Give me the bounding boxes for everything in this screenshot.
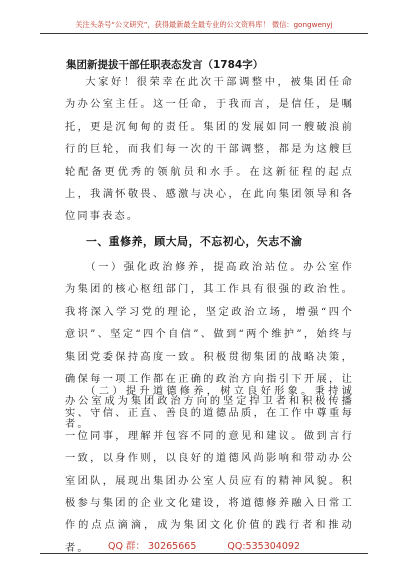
paragraph-intro: 大家好！很荣幸在此次干部调整中，被集团任命为办公室主任。这一任命，于我而言，是信任，是嘱托，更是沉甸甸的责任。集团的发展如同一艘破浪前行的巨轮，而我们每一次的干部调整，都是为这艘巨轮配备更优秀的领航员和水手。在这新征程的起点上，我满怀敬畏、感激与决心，在此向集团领导和各位同事表态。 [65, 77, 354, 223]
document-title: 集团新提拔干部任职表态发言（1784字） [66, 59, 264, 71]
page-footer [0, 538, 408, 552]
header-divider [40, 33, 368, 34]
page-header: 关注头条号“公文研究”，获得最新最全最专业的公文资料库！ 微信：gongwenyj [75, 20, 333, 29]
footer-qq-number: QQ:535304092 [227, 541, 300, 552]
paragraph-political: （一）强化政治修养，提高政治站位。办公室作为集团的核心枢纽部门，其工作具有很强的政治性。我将深入学习党的理论，坚定政治立场，增强“四个意识”、坚定“四个自信”、做到“两个维护”，始终与集团党委保持高度一致。积极贯彻集团的战略决策，确保每一项工作都在正确的政治方向指引下开展，让办公室成为集团政治方向的坚定捍卫者和积极传播者。 [65, 262, 354, 430]
paragraph-moral: （二）提升道德修养，树立良好形象。秉持诚实、守信、正直、善良的道德品质，在工作中尊重每一位同事，理解并包容不同的意见和建议。做到言行一致，以身作则，以良好的道德风尚影响和带动办公室团队，展现出集团办公室人员应有的精神风貌。积极参与集团的企业文化建设，将道德修养融入日常工作的点点滴滴，成为集团文化价值的践行者和推动者。 [65, 386, 354, 554]
footer-divider [40, 553, 368, 554]
section-heading: 一、重修养，顾大局，不忘初心，矢志不渝 [86, 235, 303, 248]
footer-qq-group: QQ 群： 30265665 [108, 541, 197, 552]
